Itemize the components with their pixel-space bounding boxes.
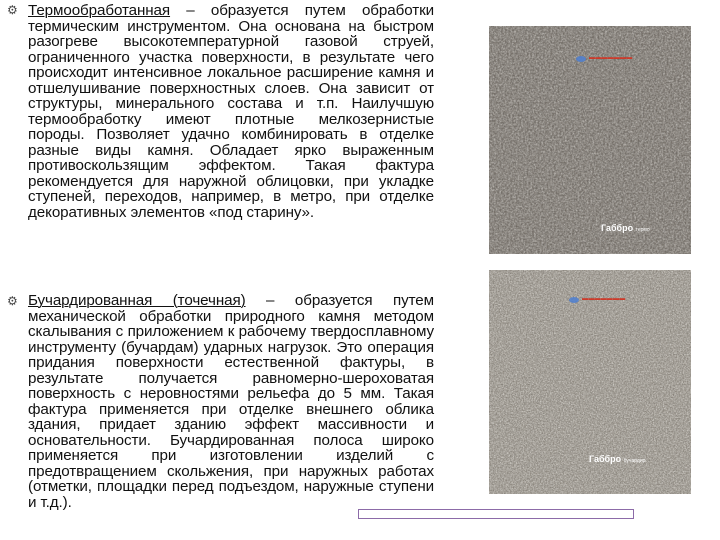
watermark-icon [576, 56, 586, 62]
bullet-icon: ⚙ [7, 294, 18, 308]
watermark-logo: ▬▬▬▬▬▬▬ [582, 296, 626, 302]
term-bush-hammered: Бучардированная (точечная) [28, 292, 246, 310]
paragraph-thermal [28, 3, 434, 220]
photo-caption-bush-hammered: Габбро бучардир. [589, 454, 647, 464]
watermark-icon [569, 297, 579, 303]
decorative-frame [358, 509, 634, 519]
term-thermal: Термообработанная [28, 2, 171, 20]
photo-caption-thermal: Габбро термо [601, 223, 650, 233]
stone-sample-photo-thermal [489, 26, 691, 254]
watermark-logo: ▬▬▬▬▬▬▬ [589, 55, 633, 61]
description-thermal: – образуется путем обработки термическим инструментом. Она основана на быстром разогреве высокотемпературной газовой струей, ограниченного участка поверхности, в результате чего происходит интенсивное локальное расширение камня и отшелушивание поверхностных слоев. Она зависит от структуры, минерального состава и т.п. Наилучшую термообработку имеют плотные мелкозернистые породы. Позволяет удачно комбинировать в отделке разные виды камня. Обладает ярко выраженным противоскользящим эффектом. Такая фактура рекомендуется для наружной облицовки, при укладке ступеней, переходов, например, в метро, при отделке декоративных элементов «под старину». [28, 2, 434, 221]
description-bush-hammered: – образуется путем механической обработки природного камня методом скалывания с приложением к рабочему твердосплавному инструменту (бучардам) ударных нагрузок. Это операция придания поверхности естественной фактуры, в результате получается равномерно-шероховатая поверхность с неровностями рельефа до 5 мм. Такая фактура применяется при отделке внешнего облика здания, придает зданию эффект массивности и основательности. Бучардированная полоса широко применяется при изготовлении изделий с предотвращением скольжения, при наружных работах (отметки, площадки перед подъездом, наружные ступени и т.д.). [28, 292, 434, 511]
paragraph-bush-hammered [28, 293, 434, 510]
stone-sample-photo-bush-hammered [489, 270, 691, 494]
bullet-icon: ⚙ [7, 3, 18, 17]
